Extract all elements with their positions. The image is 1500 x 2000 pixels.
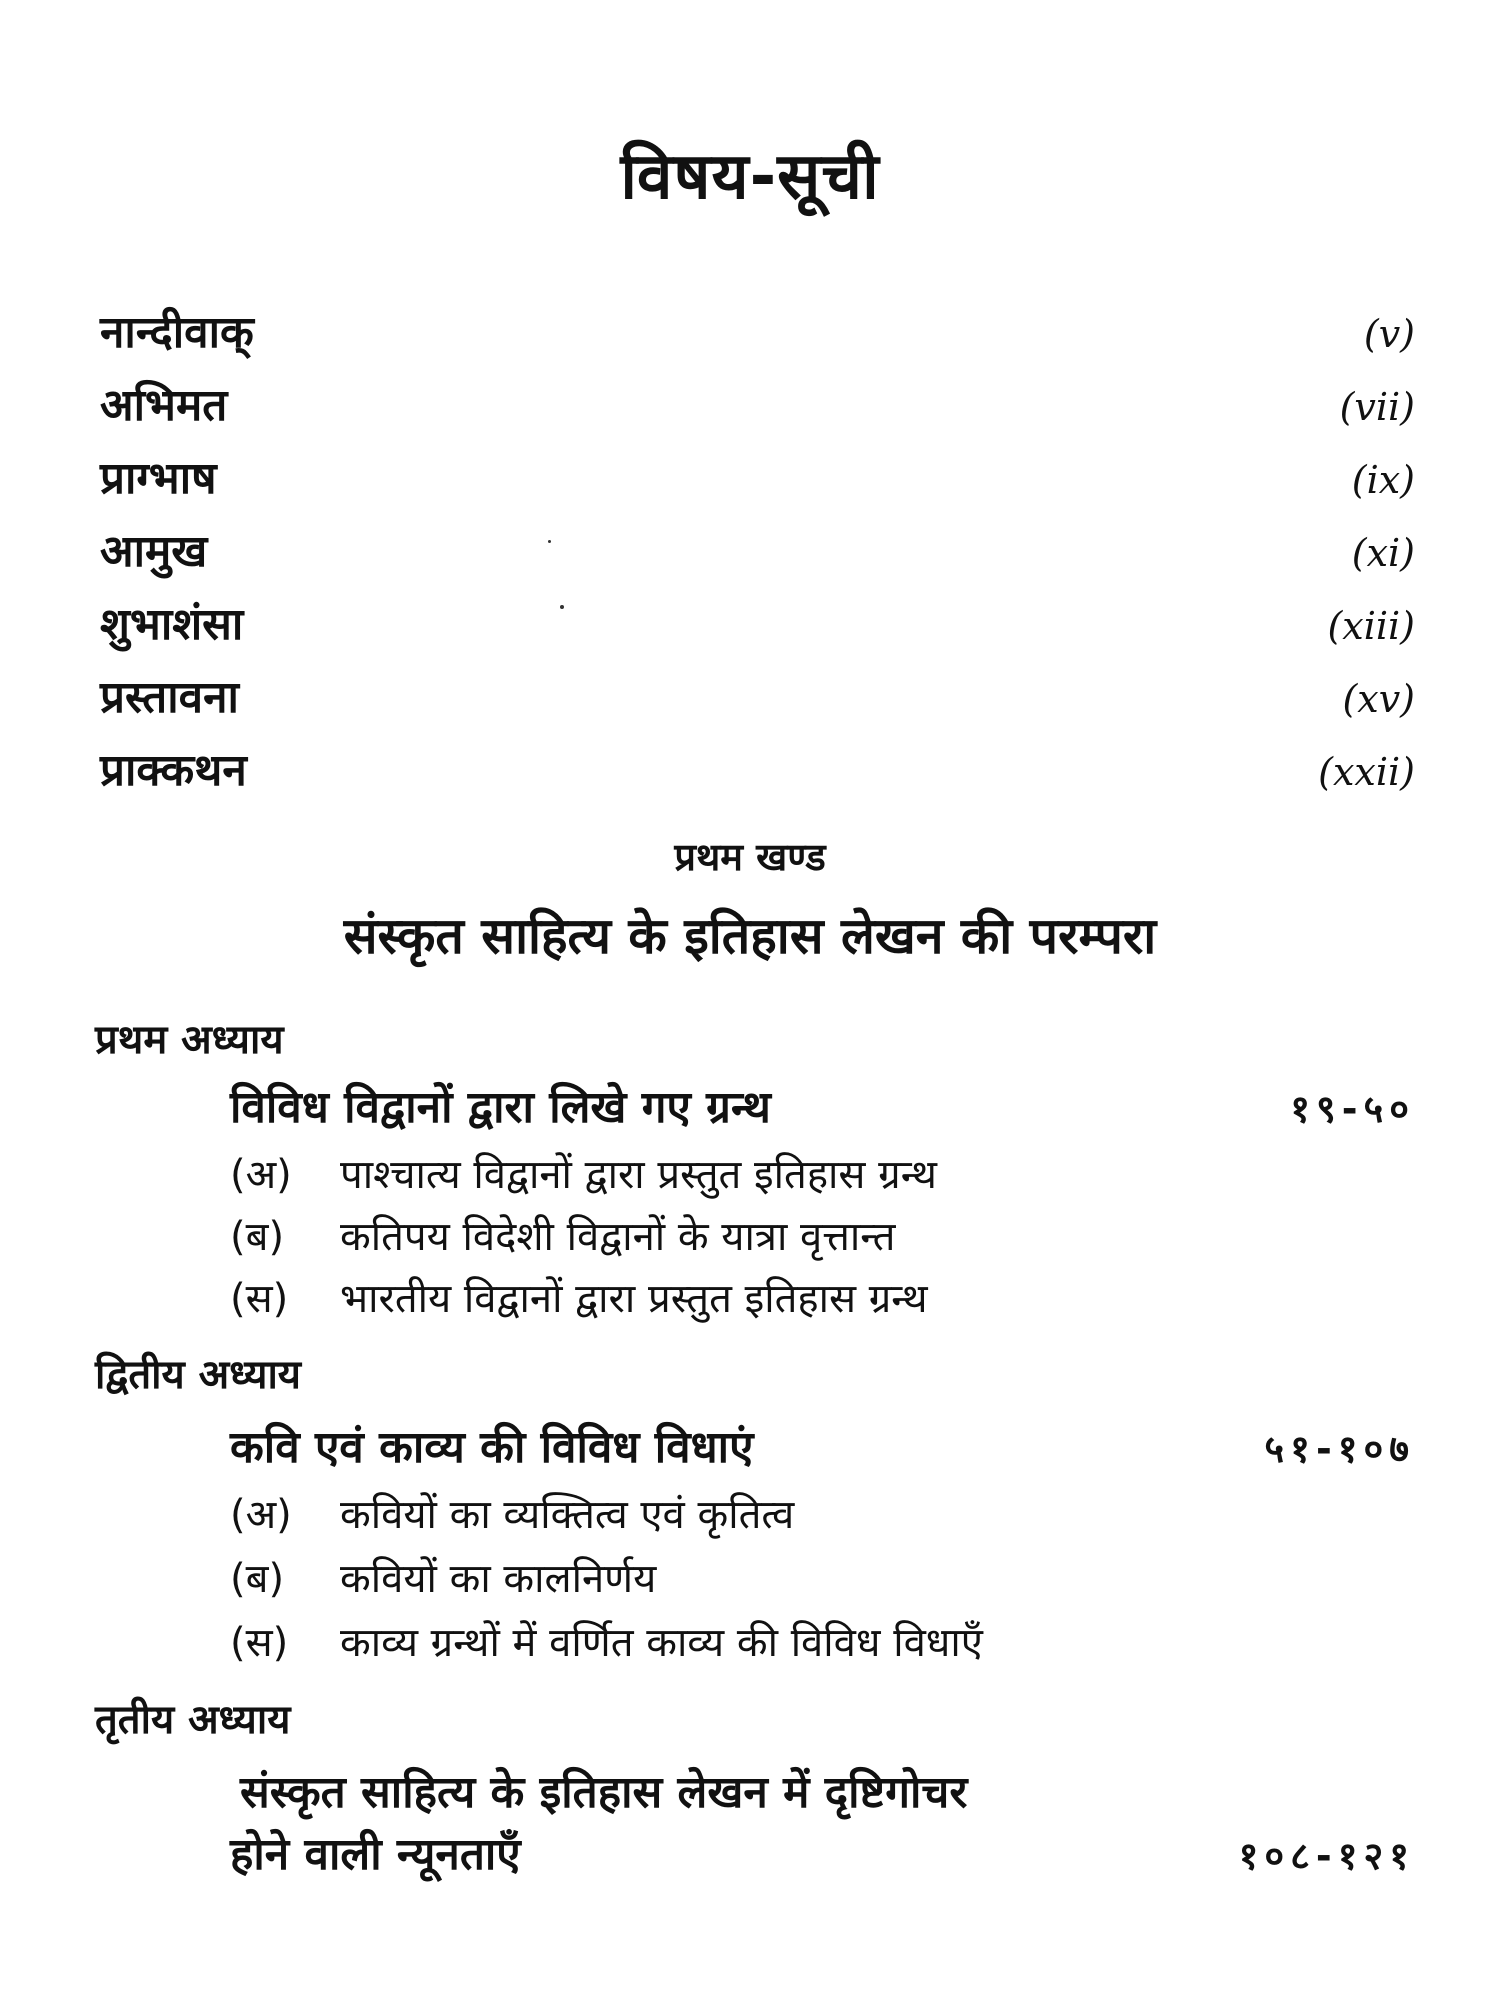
- front-matter-row: [100, 738, 1415, 800]
- chapter-sub-item: [230, 1549, 656, 1604]
- chapter-sub-item: [230, 1269, 928, 1324]
- chapter-heading: द्वितीय अध्याय: [95, 1352, 302, 1398]
- chapter-sub-item: [230, 1485, 794, 1540]
- chapter-title-row: [230, 1075, 1415, 1135]
- chapter-sub-item: [230, 1613, 983, 1668]
- sub-item-text: काव्य ग्रन्थों में वर्णित काव्य की विविध विधाएँ: [340, 1620, 983, 1666]
- front-matter-page: (vii): [1339, 385, 1415, 429]
- front-matter-row: [100, 300, 1415, 362]
- section-title: संस्कृत साहित्य के इतिहास लेखन की परम्परा: [343, 907, 1157, 965]
- sub-item-marker: (अ): [230, 1492, 292, 1538]
- front-matter-label: प्राक्कथन: [100, 745, 247, 796]
- front-matter-row: [100, 592, 1415, 654]
- chapter-title-line-1: संस्कृत साहित्य के इतिहास लेखन में दृष्टिगोचर: [240, 1767, 968, 1818]
- sub-item-marker: (स): [230, 1620, 289, 1666]
- chapter-sub-item: [230, 1207, 895, 1262]
- front-matter-row: [100, 373, 1415, 435]
- sub-item-marker: (अ): [230, 1152, 292, 1198]
- sub-item-marker: (स): [230, 1276, 289, 1322]
- page-title: विषय-सूची: [620, 140, 880, 214]
- chapter-title-line-2: होने वाली न्यूनताएँ: [230, 1829, 521, 1880]
- front-matter-page: (xi): [1351, 531, 1415, 575]
- front-matter-row: [100, 665, 1415, 727]
- sub-item-marker: (ब): [230, 1214, 285, 1260]
- front-matter-page: (xiii): [1327, 604, 1415, 648]
- sub-item-text: कवियों का कालनिर्णय: [340, 1556, 657, 1602]
- chapter-heading: प्रथम अध्याय: [95, 1017, 284, 1063]
- front-matter-label: शुभाशंसा: [100, 599, 244, 650]
- chapter-pages: १९-५०: [1290, 1087, 1415, 1131]
- chapter-pages: ५१-१०७: [1264, 1427, 1415, 1471]
- chapter-heading: तृतीय अध्याय: [95, 1697, 291, 1743]
- chapter-title-row: [230, 1415, 1415, 1475]
- front-matter-page: (xxii): [1318, 750, 1415, 794]
- scan-speck: [560, 605, 564, 609]
- front-matter-label: प्राग्भाष: [100, 453, 217, 504]
- front-matter-page: (ix): [1351, 458, 1415, 502]
- chapter-title-row: [230, 1822, 1415, 1882]
- sub-item-marker: (ब): [230, 1556, 285, 1602]
- chapter-sub-item: [230, 1145, 937, 1200]
- sub-item-text: कवियों का व्यक्तित्व एवं कृतित्व: [340, 1492, 795, 1538]
- front-matter-label: नान्दीवाक्: [100, 307, 254, 358]
- front-matter-label: आमुख: [100, 526, 208, 577]
- scan-speck: [548, 540, 551, 543]
- front-matter-row: [100, 519, 1415, 581]
- sub-item-text: भारतीय विद्वानों द्वारा प्रस्तुत इतिहास ग्रन्थ: [340, 1276, 928, 1322]
- section-label: प्रथम खण्ड: [674, 835, 826, 879]
- sub-item-text: कतिपय विदेशी विद्वानों के यात्रा वृत्तान्त: [340, 1214, 896, 1260]
- sub-item-text: पाश्चात्य विद्वानों द्वारा प्रस्तुत इतिहास ग्रन्थ: [340, 1152, 937, 1198]
- front-matter-page: (xv): [1342, 677, 1415, 721]
- front-matter-row: [100, 446, 1415, 508]
- front-matter-label: प्रस्तावना: [100, 672, 239, 723]
- chapter-title: कवि एवं काव्य की विविध विधाएं: [230, 1422, 754, 1473]
- front-matter-label: अभिमत: [100, 380, 228, 431]
- front-matter-page: (v): [1363, 312, 1415, 356]
- chapter-title: विविध विद्वानों द्वारा लिखे गए ग्रन्थ: [230, 1082, 771, 1133]
- chapter-pages: १०८-१२१: [1238, 1834, 1415, 1878]
